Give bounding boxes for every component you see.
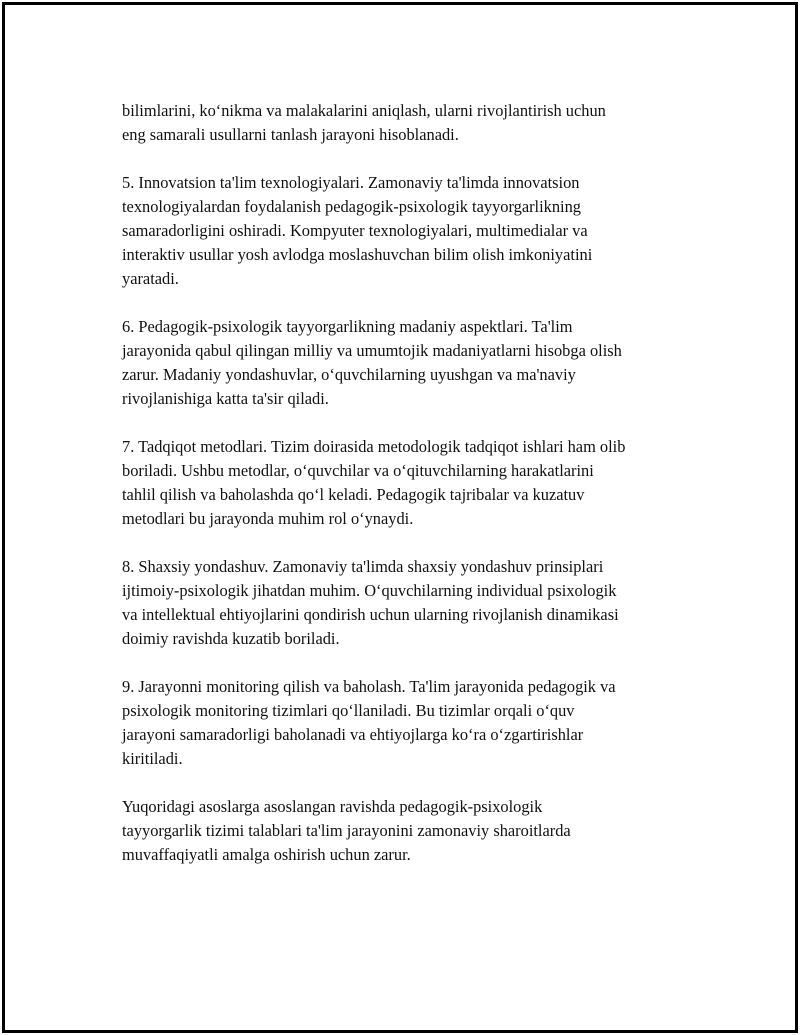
text-line: doimiy ravishda kuzatib boriladi.: [122, 629, 340, 648]
paragraph-cultural-aspects: [122, 315, 722, 411]
document-body: [122, 99, 722, 891]
text-line: va intellektual ehtiyojlarini qondirish uchun ularning rivojlanish dinamikasi: [122, 605, 619, 624]
text-line: ijtimoiy-psixologik jihatdan muhim. O‘quvchilarning individual psixologik: [122, 581, 617, 600]
text-line: eng samarali usullarni tanlash jarayoni hisoblanadi.: [122, 125, 459, 144]
text-line: zarur. Madaniy yondashuvlar, o‘quvchilarning uyushgan va ma'naviy: [122, 365, 576, 384]
text-line: psixologik monitoring tizimlari qo‘llaniladi. Bu tizimlar orqali o‘quv: [122, 701, 575, 720]
text-line: boriladi. Ushbu metodlar, o‘quvchilar va o‘qituvchilarning harakatlarini: [122, 461, 594, 480]
paragraph-research-methods: [122, 435, 722, 531]
text-line: yaratadi.: [122, 269, 179, 288]
text-line: muvaffaqiyatli amalga oshirish uchun zarur.: [122, 845, 411, 864]
text-line: jarayonida qabul qilingan milliy va umumtojik madaniyatlarni hisobga olish: [122, 341, 622, 360]
paragraph-intro-continuation: [122, 99, 722, 147]
text-line: jarayoni samaradorligi baholanadi va ehtiyojlarga ko‘ra o‘zgartirishlar: [122, 725, 584, 744]
text-line: rivojlanishiga katta ta'sir qiladi.: [122, 389, 329, 408]
text-line: bilimlarini, ko‘nikma va malakalarini aniqlash, ularni rivojlantirish uchun: [122, 101, 606, 120]
text-line: interaktiv usullar yosh avlodga moslashuvchan bilim olish imkoniyatini: [122, 245, 593, 264]
page-frame: [2, 2, 798, 1033]
paragraph-innovative-technologies: [122, 171, 722, 291]
text-line: Yuqoridagi asoslarga asoslangan ravishda pedagogik-psixologik: [122, 797, 543, 816]
text-line: 6. Pedagogik-psixologik tayyorgarlikning madaniy aspektlari. Ta'lim: [122, 317, 573, 336]
text-line: kiritiladi.: [122, 749, 183, 768]
text-line: 7. Tadqiqot metodlari. Tizim doirasida metodologik tadqiqot ishlari ham olib: [122, 437, 626, 456]
text-line: 5. Innovatsion ta'lim texnologiyalari. Zamonaviy ta'limda innovatsion: [122, 173, 580, 192]
paragraph-personal-approach: [122, 555, 722, 651]
text-line: tahlil qilish va baholashda qo‘l keladi. Pedagogik tajribalar va kuzatuv: [122, 485, 585, 504]
paragraph-monitoring: [122, 675, 722, 771]
text-line: texnologiyalardan foydalanish pedagogik-psixologik tayyorgarlikning: [122, 197, 581, 216]
text-line: metodlari bu jarayonda muhim rol o‘ynaydi.: [122, 509, 414, 528]
text-line: 9. Jarayonni monitoring qilish va baholash. Ta'lim jarayonida pedagogik va: [122, 677, 616, 696]
text-line: tayyorgarlik tizimi talablari ta'lim jarayonini zamonaviy sharoitlarda: [122, 821, 571, 840]
text-line: samaradorligini oshiradi. Kompyuter texnologiyalari, multimedialar va: [122, 221, 588, 240]
paragraph-conclusion: [122, 795, 722, 867]
text-line: 8. Shaxsiy yondashuv. Zamonaviy ta'limda shaxsiy yondashuv prinsiplari: [122, 557, 604, 576]
